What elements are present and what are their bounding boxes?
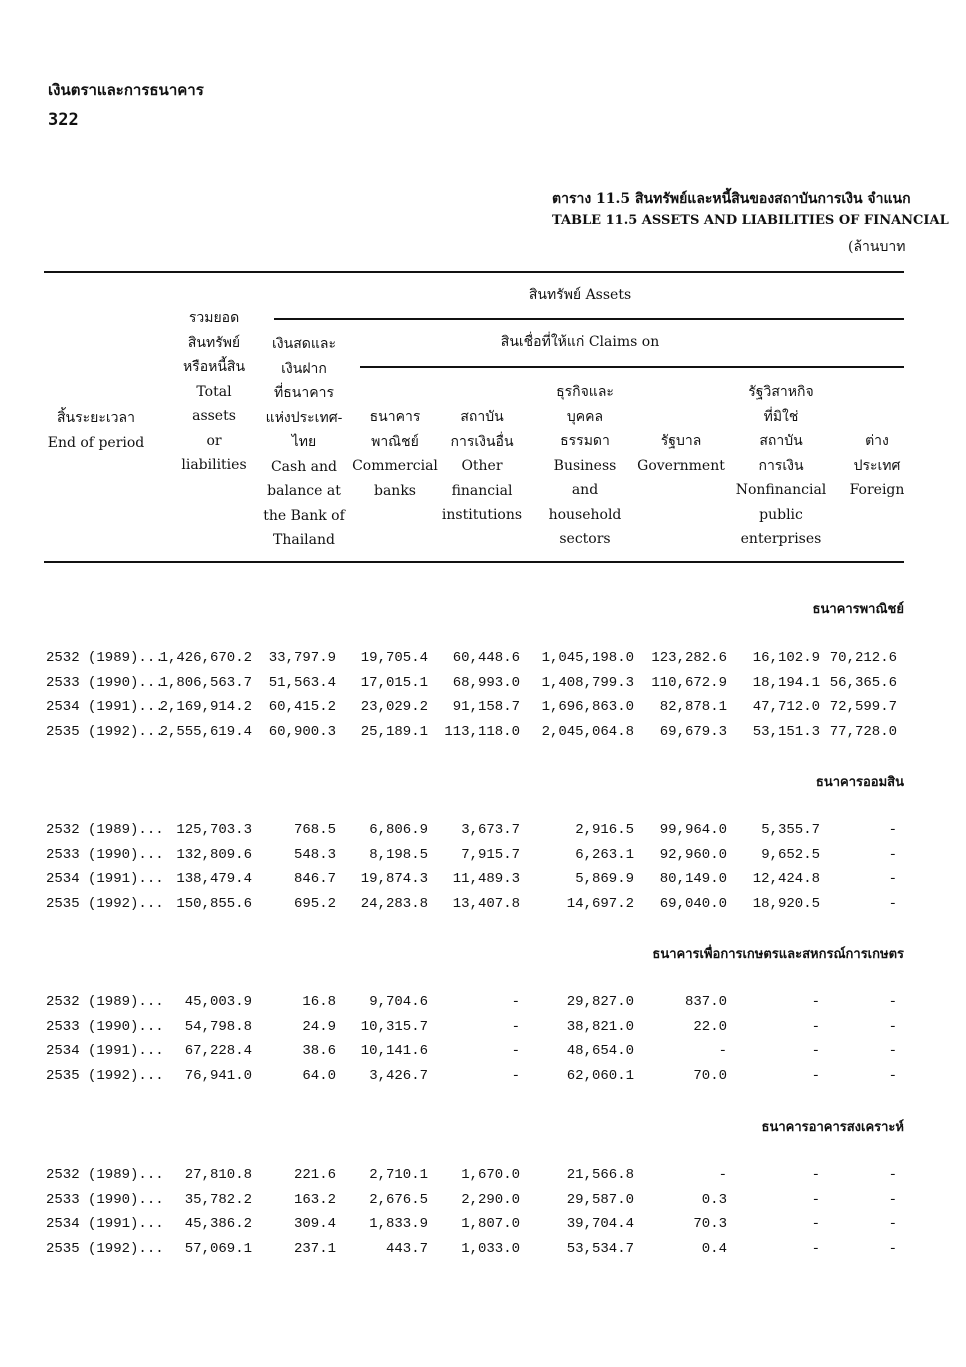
- col-header-nonfinancial-line: Nonfinancial: [735, 482, 827, 498]
- col-header-commercial-line: Commercial: [352, 458, 438, 474]
- value-cell: -: [888, 1167, 897, 1183]
- col-header-nonfinancial-line: สถาบัน: [759, 433, 803, 449]
- value-cell: 5,869.9: [575, 871, 634, 887]
- value-cell: 2,045,064.8: [541, 723, 634, 740]
- col-header-total-line: or: [206, 432, 222, 449]
- value-cell: 24.9: [302, 1018, 336, 1035]
- table-row: [0, 724, 966, 748]
- value-cell: 68,993.0: [452, 674, 520, 691]
- value-cell: 70.3: [693, 1216, 727, 1232]
- value-cell: 237.1: [293, 1240, 336, 1257]
- value-cell: 1,670.0: [461, 1167, 520, 1183]
- col-header-commercial-line: banks: [374, 482, 416, 499]
- col-header-period-th: สิ้นระยะเวลา: [57, 410, 135, 426]
- value-cell: 695.2: [293, 895, 336, 912]
- value-cell: 77,728.0: [829, 723, 897, 740]
- value-cell: 21,566.8: [566, 1167, 634, 1183]
- value-cell: -: [888, 822, 897, 838]
- section-title: ธนาคารพาณิชย์: [812, 602, 904, 617]
- col-header-total-line: liabilities: [181, 457, 247, 473]
- value-cell: 47,712.0: [752, 699, 820, 715]
- value-cell: 45,386.2: [184, 1216, 252, 1232]
- value-cell: -: [718, 1167, 727, 1183]
- col-header-government: [636, 429, 726, 478]
- section-title: ธนาคารออมสิน: [815, 775, 904, 790]
- value-cell: 132,809.6: [176, 846, 252, 863]
- value-cell: -: [811, 1018, 820, 1035]
- value-cell: 23,029.2: [360, 699, 428, 715]
- value-cell: 69,679.3: [659, 723, 727, 740]
- col-header-commercial-line: พาณิชย์: [371, 433, 419, 450]
- value-cell: 6,263.1: [575, 846, 634, 863]
- col-header-cash-line: Cash and: [270, 458, 338, 475]
- value-cell: 91,158.7: [452, 699, 520, 715]
- col-header-cash-line: แห่งประเทศ-: [265, 409, 343, 426]
- value-cell: 13,407.8: [452, 895, 520, 912]
- value-cell: -: [811, 1216, 820, 1232]
- value-cell: 18,920.5: [752, 895, 820, 912]
- value-cell: 163.2: [293, 1191, 336, 1208]
- table-row: [0, 1167, 966, 1191]
- value-cell: 2,916.5: [575, 822, 634, 838]
- value-cell: 7,915.7: [461, 846, 520, 863]
- value-cell: 80,149.0: [659, 871, 727, 887]
- value-cell: 69,040.0: [659, 895, 727, 912]
- value-cell: 70.0: [693, 1067, 727, 1084]
- value-cell: -: [811, 994, 820, 1010]
- value-cell: 125,703.3: [176, 822, 252, 838]
- value-cell: 35,782.2: [184, 1191, 252, 1208]
- table-row: [0, 675, 966, 699]
- value-cell: -: [888, 994, 897, 1010]
- value-cell: 92,960.0: [659, 846, 727, 863]
- value-cell: -: [888, 1067, 897, 1084]
- value-cell: 29,827.0: [566, 994, 634, 1010]
- col-header-business: [540, 380, 630, 552]
- table-top-rule: [44, 271, 904, 273]
- col-header-nonfinancial-line: รัฐวิสาหกิจ: [748, 384, 814, 400]
- period-cell: 2532 (1989)...: [46, 994, 164, 1010]
- value-cell: 17,015.1: [360, 674, 428, 691]
- col-header-commercial-line: ธนาคาร: [369, 409, 421, 425]
- claims-group-header: สินเชื่อที่ให้แก่ Claims on: [500, 334, 660, 350]
- period-cell: 2533 (1990)...: [46, 674, 164, 691]
- page-number: 322: [48, 110, 79, 130]
- value-cell: 2,710.1: [369, 1167, 428, 1183]
- table-row: [0, 1216, 966, 1240]
- value-cell: 1,426,670.2: [159, 650, 252, 666]
- value-cell: 82,878.1: [659, 699, 727, 715]
- value-cell: 62,060.1: [566, 1067, 634, 1084]
- table-row: [0, 822, 966, 846]
- period-cell: 2535 (1992)...: [46, 895, 164, 912]
- value-cell: -: [888, 1191, 897, 1208]
- value-cell: 64.0: [302, 1067, 336, 1084]
- col-header-total-line: รวมยอด: [188, 310, 240, 326]
- value-cell: 113,118.0: [444, 723, 520, 740]
- table-unit: (ล้านบาท: [848, 239, 906, 255]
- period-cell: 2532 (1989)...: [46, 822, 164, 838]
- value-cell: 10,315.7: [360, 1018, 428, 1035]
- value-cell: -: [888, 1216, 897, 1232]
- value-cell: -: [811, 1167, 820, 1183]
- value-cell: -: [811, 1043, 820, 1059]
- value-cell: 443.7: [385, 1240, 428, 1257]
- col-header-nonfinancial: [728, 380, 834, 552]
- col-header-other-financial-line: institutions: [441, 507, 523, 523]
- value-cell: 54,798.8: [184, 1018, 252, 1035]
- col-header-total-line: หรือหนี้สิน: [182, 359, 246, 375]
- period-cell: 2532 (1989)...: [46, 650, 164, 666]
- running-title: เงินตราและการธนาคาร: [48, 81, 204, 99]
- table-row: [0, 1043, 966, 1067]
- value-cell: 2,676.5: [369, 1191, 428, 1208]
- value-cell: 60,415.2: [268, 699, 336, 715]
- period-cell: 2534 (1991)...: [46, 1216, 164, 1232]
- period-cell: 2532 (1989)...: [46, 1167, 164, 1183]
- col-header-nonfinancial-line: public: [759, 506, 803, 523]
- period-cell: 2534 (1991)...: [46, 699, 164, 715]
- col-header-cash-line: Thailand: [273, 532, 335, 548]
- period-cell: 2533 (1990)...: [46, 1018, 164, 1035]
- header-bottom-rule: [44, 561, 904, 563]
- value-cell: 16.8: [302, 994, 336, 1010]
- value-cell: 1,806,563.7: [159, 674, 252, 691]
- value-cell: -: [888, 1018, 897, 1035]
- value-cell: -: [888, 871, 897, 887]
- col-header-cash-line: เงินสดและ: [272, 336, 336, 352]
- value-cell: 51,563.4: [268, 674, 336, 691]
- value-cell: 3,673.7: [461, 822, 520, 838]
- value-cell: 45,003.9: [184, 994, 252, 1010]
- value-cell: 3,426.7: [369, 1067, 428, 1084]
- col-header-other-financial: [432, 405, 532, 528]
- assets-rule: [274, 318, 904, 320]
- table-caption-thai: ตาราง 11.5 สินทรัพย์และหนี้สินของสถาบันการเงิน จำแนก: [552, 191, 911, 207]
- value-cell: 110,672.9: [651, 674, 727, 691]
- col-header-business-line: household: [548, 506, 622, 523]
- col-header-nonfinancial-line: ที่มิใช่: [763, 408, 799, 425]
- value-cell: 19,874.3: [360, 871, 428, 887]
- col-header-other-financial-line: Other: [461, 458, 503, 474]
- value-cell: 2,169,914.2: [159, 699, 252, 715]
- col-header-period: [46, 406, 146, 455]
- value-cell: 309.4: [293, 1216, 336, 1232]
- col-header-foreign-line: ประเทศ: [853, 457, 901, 474]
- value-cell: 1,696,863.0: [541, 699, 634, 715]
- value-cell: 99,964.0: [659, 822, 727, 838]
- col-header-cash-line: ที่ธนาคาร: [274, 385, 334, 401]
- value-cell: -: [511, 1067, 520, 1084]
- value-cell: 53,534.7: [566, 1240, 634, 1257]
- value-cell: -: [888, 895, 897, 912]
- value-cell: 56,365.6: [829, 674, 897, 691]
- value-cell: 76,941.0: [184, 1067, 252, 1084]
- value-cell: 38,821.0: [566, 1018, 634, 1035]
- value-cell: 27,810.8: [184, 1167, 252, 1183]
- period-cell: 2533 (1990)...: [46, 1191, 164, 1208]
- value-cell: -: [811, 1067, 820, 1084]
- col-header-commercial: [352, 405, 438, 503]
- value-cell: 9,652.5: [761, 846, 820, 863]
- table-row: [0, 1241, 966, 1265]
- value-cell: 53,151.3: [752, 723, 820, 740]
- value-cell: -: [718, 1043, 727, 1059]
- value-cell: 70,212.6: [829, 650, 897, 666]
- assets-group-header: สินทรัพย์ Assets: [528, 287, 632, 303]
- col-header-government-line: รัฐบาล: [660, 433, 702, 449]
- value-cell: 60,900.3: [268, 723, 336, 740]
- value-cell: -: [511, 1043, 520, 1059]
- value-cell: 0.3: [701, 1191, 727, 1208]
- value-cell: 67,228.4: [184, 1043, 252, 1059]
- value-cell: 72,599.7: [829, 699, 897, 715]
- table-row: [0, 994, 966, 1018]
- value-cell: 1,045,198.0: [541, 650, 634, 666]
- col-header-cash-line: the Bank of: [263, 507, 345, 524]
- col-header-period-en: End of period: [47, 434, 145, 451]
- table-row: [0, 871, 966, 895]
- col-header-cash-line: balance at: [267, 483, 341, 499]
- value-cell: 33,797.9: [268, 650, 336, 666]
- col-header-cash: [254, 332, 354, 553]
- value-cell: 548.3: [293, 846, 336, 863]
- value-cell: 18,194.1: [752, 674, 820, 691]
- value-cell: 0.4: [701, 1240, 727, 1257]
- value-cell: -: [888, 1240, 897, 1257]
- table-row: [0, 847, 966, 871]
- col-header-business-line: ธุรกิจและ: [556, 384, 614, 400]
- table-row: [0, 1019, 966, 1043]
- value-cell: 25,189.1: [360, 723, 428, 740]
- value-cell: 22.0: [693, 1018, 727, 1035]
- col-header-business-line: Business: [553, 457, 617, 474]
- value-cell: -: [511, 994, 520, 1010]
- value-cell: 16,102.9: [752, 650, 820, 666]
- value-cell: 60,448.6: [452, 650, 520, 666]
- col-header-foreign-line: ต่าง: [865, 433, 889, 449]
- col-header-total-line: Total: [196, 383, 232, 400]
- value-cell: 24,283.8: [360, 895, 428, 912]
- col-header-foreign: [846, 429, 908, 503]
- table-row: [0, 896, 966, 920]
- claims-rule: [360, 366, 904, 368]
- value-cell: 837.0: [684, 994, 727, 1010]
- value-cell: 8,198.5: [369, 846, 428, 863]
- value-cell: -: [888, 1043, 897, 1059]
- section-title: ธนาคารอาคารสงเคราะห์: [761, 1120, 904, 1135]
- col-header-total: [164, 306, 264, 478]
- col-header-cash-line: ไทย: [291, 434, 317, 450]
- period-cell: 2535 (1992)...: [46, 1240, 164, 1257]
- value-cell: 1,033.0: [461, 1240, 520, 1257]
- col-header-business-line: sectors: [559, 531, 611, 547]
- col-header-other-financial-line: สถาบัน: [460, 409, 504, 425]
- col-header-cash-line: เงินฝาก: [281, 360, 327, 377]
- value-cell: 150,855.6: [176, 895, 252, 912]
- value-cell: 10,141.6: [360, 1043, 428, 1059]
- table-caption-english: TABLE 11.5 ASSETS AND LIABILITIES OF FINANCIAL: [552, 213, 949, 228]
- value-cell: 39,704.4: [566, 1216, 634, 1232]
- value-cell: 14,697.2: [566, 895, 634, 912]
- value-cell: -: [888, 846, 897, 863]
- value-cell: -: [811, 1191, 820, 1208]
- value-cell: 2,290.0: [461, 1191, 520, 1208]
- value-cell: -: [511, 1018, 520, 1035]
- value-cell: 29,587.0: [566, 1191, 634, 1208]
- col-header-total-line: สินทรัพย์: [187, 334, 241, 351]
- value-cell: 123,282.6: [651, 650, 727, 666]
- value-cell: 9,704.6: [369, 994, 428, 1010]
- value-cell: 1,807.0: [461, 1216, 520, 1232]
- table-row: [0, 650, 966, 674]
- value-cell: 12,424.8: [752, 871, 820, 887]
- col-header-nonfinancial-line: การเงิน: [758, 457, 804, 474]
- period-cell: 2534 (1991)...: [46, 1043, 164, 1059]
- col-header-government-line: Government: [637, 457, 725, 474]
- col-header-foreign-line: Foreign: [849, 482, 905, 498]
- value-cell: 19,705.4: [360, 650, 428, 666]
- col-header-total-line: assets: [192, 408, 236, 424]
- value-cell: 221.6: [293, 1167, 336, 1183]
- col-header-other-financial-line: financial: [451, 482, 513, 499]
- period-cell: 2535 (1992)...: [46, 723, 164, 740]
- period-cell: 2534 (1991)...: [46, 871, 164, 887]
- value-cell: 48,654.0: [566, 1043, 634, 1059]
- col-header-business-line: ธรรมดา: [560, 433, 610, 449]
- col-header-other-financial-line: การเงินอื่น: [450, 433, 514, 450]
- col-header-business-line: บุคคล: [566, 408, 604, 425]
- table-row: [0, 699, 966, 723]
- period-cell: 2535 (1992)...: [46, 1067, 164, 1084]
- value-cell: 38.6: [302, 1043, 336, 1059]
- table-row: [0, 1192, 966, 1216]
- value-cell: -: [811, 1240, 820, 1257]
- section-title: ธนาคารเพื่อการเกษตรและสหกรณ์การเกษตร: [652, 947, 904, 962]
- value-cell: 2,555,619.4: [159, 723, 252, 740]
- col-header-business-line: and: [571, 482, 599, 498]
- value-cell: 57,069.1: [184, 1240, 252, 1257]
- value-cell: 5,355.7: [761, 822, 820, 838]
- value-cell: 138,479.4: [176, 871, 252, 887]
- value-cell: 846.7: [293, 871, 336, 887]
- table-row: [0, 1068, 966, 1092]
- period-cell: 2533 (1990)...: [46, 846, 164, 863]
- col-header-nonfinancial-line: enterprises: [740, 531, 822, 547]
- value-cell: 768.5: [293, 822, 336, 838]
- value-cell: 11,489.3: [452, 871, 520, 887]
- value-cell: 1,408,799.3: [541, 674, 634, 691]
- value-cell: 1,833.9: [369, 1216, 428, 1232]
- value-cell: 6,806.9: [369, 822, 428, 838]
